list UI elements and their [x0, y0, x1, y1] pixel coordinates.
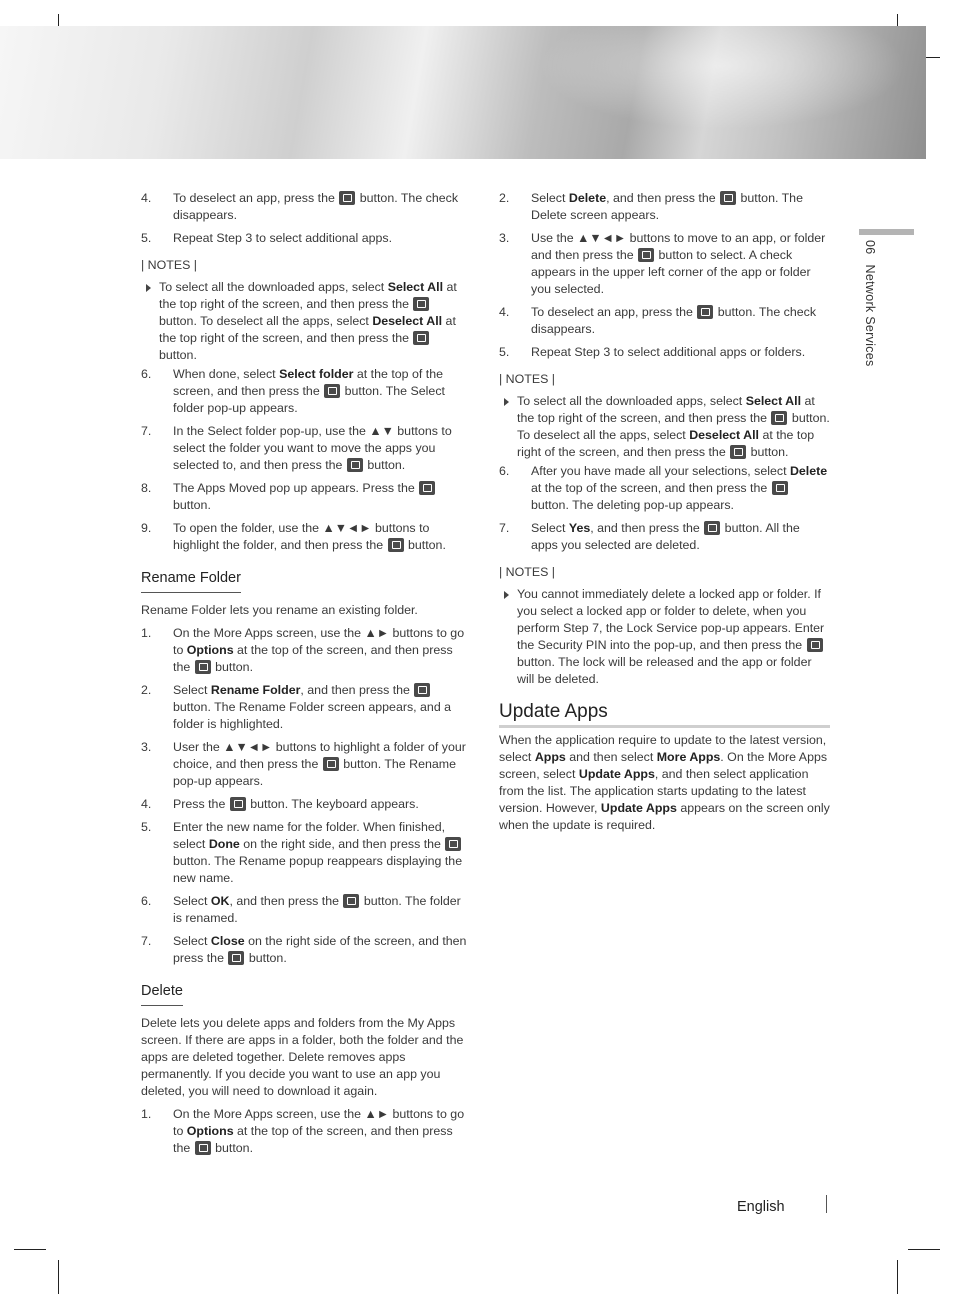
step-number: 4.: [141, 191, 152, 205]
text-run: at the top of the screen, and then press the: [531, 481, 771, 495]
step-item: [141, 796, 467, 813]
text-run: You cannot immediately delete a locked app or folder. If you select a locked app or folder to delete, when you perform Step 7, the Lock Service pop-up appears. Enter the Security PIN into the pop-up, and then press the: [517, 587, 825, 652]
bold-term: Update Apps: [578, 767, 655, 781]
note-item: [499, 586, 830, 688]
step-text: [173, 740, 466, 788]
text-run: When the application require to update to the latest version, select: [499, 733, 827, 764]
text-run: When done, select: [173, 367, 280, 381]
step-text: [173, 231, 392, 245]
crop-mark: [908, 1249, 940, 1250]
bold-term: Close: [210, 934, 245, 948]
step-number: 3.: [499, 231, 510, 245]
step-number: 2.: [141, 683, 152, 697]
text-run: To select all the downloaded apps, select: [159, 280, 388, 294]
text-run: button.: [159, 348, 197, 362]
text-run: at the top right of the screen, and then press the: [517, 394, 815, 425]
text-run: Select: [531, 521, 569, 535]
text-run: button. The Delete screen appears.: [531, 191, 803, 222]
text-run: button. The Select folder pop-up appears.: [173, 384, 445, 415]
bold-term: OK: [210, 894, 230, 908]
enter-button-icon: [413, 297, 429, 311]
enter-button-icon: [720, 191, 736, 205]
text-run: To open the folder, use the ▲▼◄► buttons to highlight the folder, and then press the: [173, 521, 430, 552]
text-run: button.: [245, 951, 287, 965]
text-run: button. The deleting pop-up appears.: [531, 498, 734, 512]
text-run: at the top of the screen, and then press the: [173, 367, 444, 398]
enter-button-icon: [704, 521, 720, 535]
step-text: [173, 820, 462, 885]
enter-button-icon: [347, 458, 363, 472]
rename-folder-heading: Rename Folder: [141, 570, 241, 593]
step-number: 1.: [141, 626, 152, 640]
text-run: Repeat Step 3 to select additional apps.: [173, 231, 393, 245]
step-text: [531, 464, 827, 512]
text-run: button. The Rename Folder screen appears, and a folder is highlighted.: [173, 700, 452, 731]
step-item: [141, 1106, 467, 1157]
update-apps-title: Update Apps: [499, 700, 830, 728]
text-run: button. The lock will be released and the app or folder will be deleted.: [517, 655, 812, 686]
step-number: 7.: [141, 934, 152, 948]
step-number: 7.: [499, 521, 510, 535]
chapter-label: [861, 240, 878, 367]
text-run: On the More Apps screen, use the ▲► buttons to go to: [173, 626, 465, 657]
enter-button-icon: [445, 837, 461, 851]
bold-term: Deselect All: [689, 428, 759, 442]
rename-folder-intro: Rename Folder lets you rename an existing folder.: [141, 603, 418, 617]
enter-button-icon: [195, 1141, 211, 1155]
step-item: [499, 304, 830, 338]
step-number: 3.: [141, 740, 152, 754]
footer-divider: [826, 1195, 827, 1213]
bold-term: Options: [186, 1124, 234, 1138]
text-run: button.: [173, 498, 211, 512]
step-number: 5.: [141, 231, 152, 245]
text-run: Repeat Step 3 to select additional apps or folders.: [531, 345, 806, 359]
notes-label: | NOTES |: [499, 372, 556, 386]
step-text: [173, 424, 452, 472]
step-item: [141, 423, 467, 474]
text-run: The Apps Moved pop up appears. Press the: [173, 481, 419, 495]
text-run: and then select: [565, 750, 657, 764]
note-text: [517, 394, 830, 459]
text-run: at the top of the screen, and then press the: [173, 1124, 453, 1155]
right-notes-2: [499, 586, 830, 688]
right-steps-b: [499, 463, 830, 554]
text-run: button. To deselect all the apps, select: [517, 411, 830, 442]
step-item: [141, 819, 467, 887]
step-number: 6.: [141, 894, 152, 908]
step-text: [173, 683, 451, 731]
step-item: [141, 190, 467, 224]
enter-button-icon: [697, 305, 713, 319]
step-text: [531, 305, 816, 336]
enter-button-icon: [195, 660, 211, 674]
delete-intro: Delete lets you delete apps and folders from the My Apps screen. If there are apps in a folder, both the folder and the apps are deleted together. Delete removes apps permanently. If you decide you want to use an app you deleted, you will need to download it again.: [141, 1016, 464, 1098]
step-text: [531, 345, 805, 359]
text-run: Enter the new name for the folder. When finished, select: [173, 820, 446, 851]
text-run: button to select. A check appears in the upper left corner of the app or folder you selected.: [531, 248, 811, 296]
text-run: button. The check disappears.: [531, 305, 817, 336]
step-item: [141, 933, 467, 967]
enter-button-icon: [228, 951, 244, 965]
note-text: [159, 280, 457, 362]
chapter-tab: [859, 229, 914, 235]
right-column: [499, 190, 830, 840]
text-run: Use the ▲▼◄► buttons to move to an app, or folder and then press the: [531, 231, 826, 262]
step-number: 7.: [141, 424, 152, 438]
text-run: on the right side of the screen, and then press the: [173, 934, 467, 965]
step-item: [141, 480, 467, 514]
text-run: On the More Apps screen, use the ▲► buttons to go to: [173, 1107, 465, 1138]
text-run: at the top right of the screen, and then press the: [159, 314, 456, 345]
right-notes-1: [499, 393, 830, 461]
delete-steps: [141, 1106, 467, 1157]
notes-label: | NOTES |: [141, 258, 198, 272]
step-item: [499, 190, 830, 224]
text-run: button. The keyboard appears.: [246, 797, 419, 811]
bold-term: Rename Folder: [210, 683, 301, 697]
enter-button-icon: [772, 481, 788, 495]
step-number: 8.: [141, 481, 152, 495]
step-number: 4.: [499, 305, 510, 319]
note-text: [517, 587, 824, 686]
crop-mark: [897, 1260, 898, 1294]
bold-term: Done: [208, 837, 240, 851]
step-text: [173, 481, 436, 512]
enter-button-icon: [807, 638, 823, 652]
text-run: User the ▲▼◄► buttons to highlight a folder of your choice, and then press the: [173, 740, 466, 771]
text-run: button.: [747, 445, 789, 459]
text-run: To select all the downloaded apps, select: [517, 394, 746, 408]
crop-mark: [14, 1249, 46, 1250]
text-run: In the Select folder pop-up, use the ▲▼ buttons to select the folder you want to move the apps you selected to, and then press the: [173, 424, 452, 472]
left-top-steps: [141, 190, 467, 247]
step-item: [499, 344, 830, 361]
crop-mark: [58, 1260, 59, 1294]
left-column: [141, 190, 467, 1163]
bold-term: Select folder: [279, 367, 354, 381]
text-run: button.: [211, 1141, 254, 1155]
text-run: at the top right of the screen, and then press the: [517, 428, 815, 459]
step-number: 5.: [141, 820, 152, 834]
step-text: [173, 934, 466, 965]
text-run: button. To deselect all the apps, select: [159, 314, 373, 328]
text-run: button. All the apps you selected are deleted.: [531, 521, 800, 552]
step-text: [173, 367, 445, 415]
text-run: at the top of the screen, and then press the: [173, 643, 453, 674]
enter-button-icon: [339, 191, 355, 205]
bold-term: Deselect All: [372, 314, 443, 328]
bold-term: Select All: [745, 394, 802, 408]
step-item: [499, 463, 830, 514]
enter-button-icon: [388, 538, 404, 552]
step-text: [173, 894, 461, 925]
text-run: After you have made all your selections, select: [531, 464, 790, 478]
text-run: . On the More Apps screen, select: [499, 750, 828, 781]
enter-button-icon: [230, 797, 246, 811]
rename-folder-steps: [141, 625, 467, 967]
enter-button-icon: [323, 757, 339, 771]
text-run: button. The check disappears.: [173, 191, 459, 222]
enter-button-icon: [343, 894, 359, 908]
bold-term: Delete: [568, 191, 607, 205]
enter-button-icon: [414, 683, 430, 697]
text-run: at the top right of the screen, and then press the: [159, 280, 457, 311]
step-text: [173, 797, 419, 811]
text-run: on the right side, and then press the: [239, 837, 445, 851]
bold-term: Update Apps: [600, 801, 677, 815]
enter-button-icon: [419, 481, 435, 495]
step-number: 4.: [141, 797, 152, 811]
enter-button-icon: [324, 384, 340, 398]
enter-button-icon: [638, 248, 654, 262]
step-text: [173, 191, 458, 222]
text-run: appears on the screen only when the update is required.: [499, 801, 830, 832]
step-text: [531, 231, 825, 296]
text-run: To deselect an app, press the: [173, 191, 339, 205]
step-item: [499, 520, 830, 554]
footer-language: English: [737, 1199, 785, 1215]
step-text: [173, 521, 446, 552]
step-number: 9.: [141, 521, 152, 535]
header-banner: [0, 26, 926, 159]
text-run: button. The Rename pop-up appears.: [173, 757, 456, 788]
bold-term: Options: [186, 643, 234, 657]
chapter-title: Network Services: [863, 264, 877, 367]
text-run: , and then select application from the list. The application starts updating to the latest version. However,: [499, 767, 809, 815]
text-run: Select: [173, 934, 211, 948]
note-item: [499, 393, 830, 461]
step-item: [141, 682, 467, 733]
text-run: button.: [211, 660, 254, 674]
text-run: button.: [363, 458, 406, 472]
right-steps-a: [499, 190, 830, 361]
delete-heading: Delete: [141, 983, 183, 1006]
step-number: 2.: [499, 191, 510, 205]
bold-term: Apps: [534, 750, 566, 764]
step-item: [141, 520, 467, 554]
update-apps-body: [499, 732, 830, 834]
text-run: Select: [531, 191, 569, 205]
bold-term: Select All: [387, 280, 444, 294]
step-item: [141, 893, 467, 927]
text-run: button.: [404, 538, 446, 552]
note-item: [141, 279, 467, 364]
step-number: 6.: [499, 464, 510, 478]
left-notes: [141, 279, 467, 364]
bold-term: Yes: [568, 521, 591, 535]
step-number: 6.: [141, 367, 152, 381]
text-run: button. The Rename popup reappears displaying the new name.: [173, 854, 463, 885]
text-run: To deselect an app, press the: [531, 305, 697, 319]
text-run: Select: [173, 894, 211, 908]
notes-label: | NOTES |: [499, 565, 556, 579]
enter-button-icon: [413, 331, 429, 345]
enter-button-icon: [771, 411, 787, 425]
text-run: , and then press the: [229, 894, 343, 908]
bold-term: Delete: [789, 464, 828, 478]
enter-button-icon: [730, 445, 746, 459]
text-run: , and then press the: [606, 191, 720, 205]
step-text: [173, 1107, 464, 1155]
step-item: [499, 230, 830, 298]
text-run: , and then press the: [590, 521, 704, 535]
step-item: [141, 739, 467, 790]
step-item: [141, 366, 467, 417]
step-number: 1.: [141, 1107, 152, 1121]
text-run: Press the: [173, 797, 229, 811]
step-text: [531, 521, 800, 552]
text-run: button. The folder is renamed.: [173, 894, 461, 925]
step-number: 5.: [499, 345, 510, 359]
bold-term: More Apps: [656, 750, 721, 764]
step-item: [141, 625, 467, 676]
step-item: [141, 230, 467, 247]
step-text: [173, 626, 464, 674]
text-run: , and then press the: [300, 683, 414, 697]
text-run: Select: [173, 683, 211, 697]
step-text: [531, 191, 803, 222]
left-after-steps: [141, 366, 467, 554]
chapter-number: 06: [863, 240, 877, 255]
